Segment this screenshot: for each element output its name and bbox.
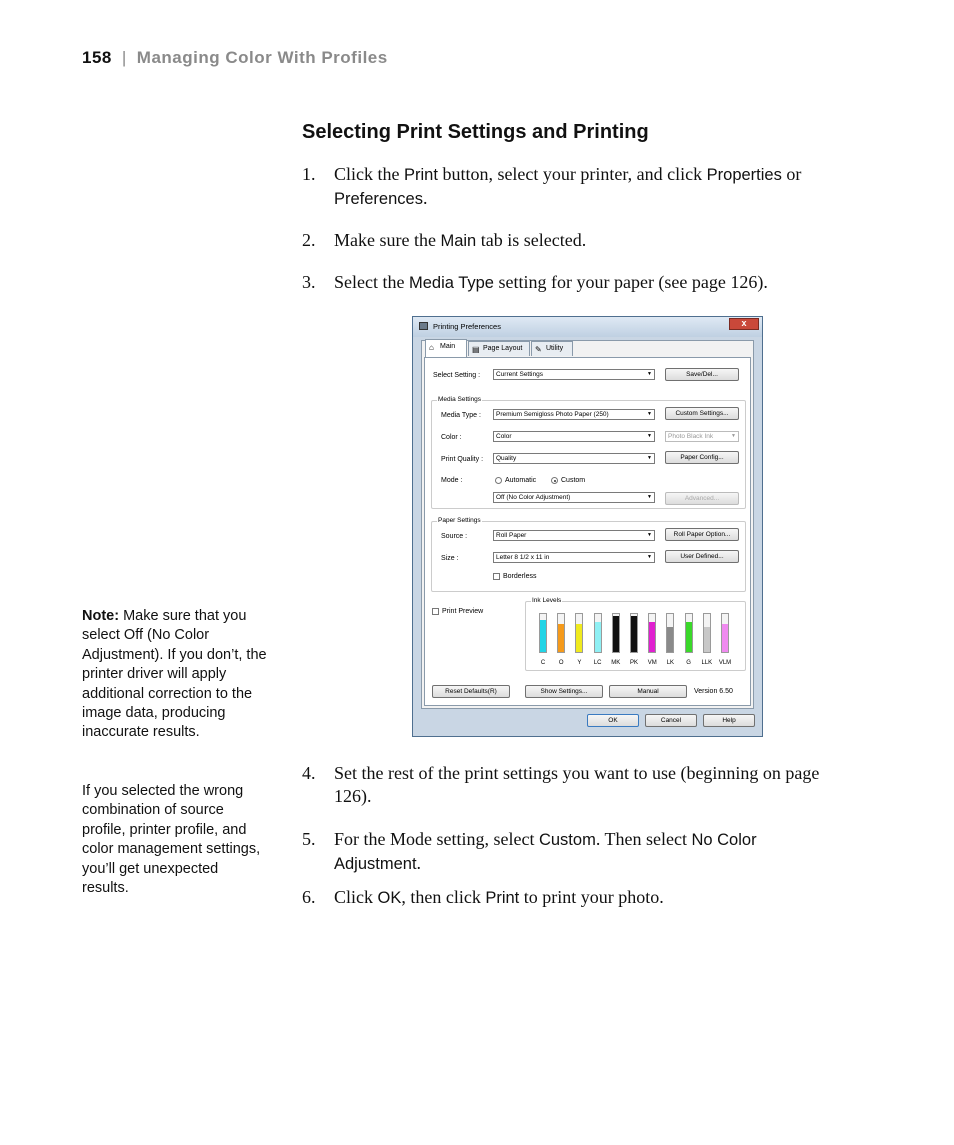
ok-button[interactable]: OK bbox=[587, 714, 639, 727]
print-quality-label: Print Quality : bbox=[441, 456, 484, 463]
show-settings-button[interactable]: Show Settings... bbox=[525, 685, 603, 698]
step-text bbox=[334, 828, 844, 876]
group-label: Paper Settings bbox=[438, 517, 481, 524]
source-dropdown[interactable]: Roll Paper ▼ bbox=[493, 530, 655, 541]
tab-utility[interactable] bbox=[531, 341, 573, 356]
ink-bar-y bbox=[575, 613, 583, 653]
tab-label: Page Layout bbox=[483, 345, 523, 352]
running-header bbox=[82, 48, 388, 68]
text-run: Click bbox=[334, 887, 378, 907]
text-run: to print your photo. bbox=[519, 887, 664, 907]
ui-term-custom: Custom bbox=[538, 831, 596, 849]
step-number: 6. bbox=[302, 887, 316, 907]
step-2 bbox=[302, 229, 842, 252]
close-button[interactable]: x bbox=[729, 318, 759, 330]
ink-label: C bbox=[540, 660, 546, 666]
ink-label: G bbox=[686, 660, 691, 666]
group-label: Ink Levels bbox=[532, 597, 562, 604]
print-quality-dropdown[interactable]: Quality ▼ bbox=[493, 453, 655, 464]
ui-term-ok: OK bbox=[377, 889, 402, 907]
ui-term-no-color-adjustment: No Color Adjustment bbox=[334, 831, 757, 873]
ui-term-print: Print bbox=[485, 889, 520, 907]
text-run: tab is selected. bbox=[476, 230, 587, 250]
ink-fill bbox=[595, 622, 601, 652]
ui-term-main: Main bbox=[440, 232, 477, 250]
step-number: 3. bbox=[302, 272, 316, 292]
step-number: 4. bbox=[302, 763, 316, 783]
page-layout-icon: ▤ bbox=[472, 345, 480, 354]
ui-term-properties: Properties bbox=[706, 166, 782, 184]
ink-bar-c bbox=[539, 613, 547, 653]
ink-bar-mk bbox=[612, 613, 620, 653]
roll-paper-option-button[interactable]: Roll Paper Option... bbox=[665, 528, 739, 541]
tab-label: Utility bbox=[546, 345, 564, 352]
reset-defaults-button[interactable]: Reset Defaults(R) bbox=[432, 685, 510, 698]
step-1 bbox=[302, 163, 842, 209]
user-defined-button[interactable]: User Defined... bbox=[665, 550, 739, 563]
ink-label: LC bbox=[593, 660, 602, 666]
note-text: Make sure that you select bbox=[82, 608, 247, 644]
step-text bbox=[334, 229, 844, 253]
ink-bar-lk bbox=[666, 613, 674, 653]
mode-automatic-radio[interactable] bbox=[495, 477, 502, 484]
ink-label: MK bbox=[611, 660, 621, 666]
step-text bbox=[334, 886, 844, 910]
ink-fill bbox=[686, 622, 692, 652]
text-run: , then click bbox=[401, 887, 486, 907]
text-run: or bbox=[781, 164, 802, 184]
mode-automatic-label: Automatic bbox=[505, 477, 537, 484]
advanced-button[interactable]: Advanced... bbox=[665, 492, 739, 505]
size-label: Size : bbox=[441, 555, 459, 562]
section-title: Selecting Print Settings and Printing bbox=[302, 121, 649, 143]
step-text bbox=[334, 163, 844, 211]
ink-label: VM bbox=[647, 660, 657, 666]
help-button[interactable]: Help bbox=[703, 714, 755, 727]
tab-label: Main bbox=[440, 343, 456, 350]
ink-dropdown[interactable]: Photo Black Ink ▼ bbox=[665, 431, 739, 442]
select-setting-label: Select Setting : bbox=[433, 372, 481, 379]
step-number: 2. bbox=[302, 230, 316, 250]
header-separator: | bbox=[121, 48, 127, 67]
ink-label: PK bbox=[629, 660, 638, 666]
text-run: . bbox=[422, 188, 428, 208]
ui-term-print: Print bbox=[404, 166, 438, 184]
utility-icon: ✎ bbox=[535, 345, 542, 354]
text-run: button, select your printer, and click bbox=[437, 164, 707, 184]
ink-fill bbox=[722, 624, 728, 653]
media-type-label: Media Type : bbox=[441, 412, 481, 419]
ink-label: Y bbox=[577, 660, 582, 666]
save-del-button[interactable]: Save/Del... bbox=[665, 368, 739, 381]
ink-fill bbox=[576, 624, 582, 653]
dialog-title: Printing Preferences bbox=[433, 322, 501, 331]
text-run: . Then select bbox=[595, 829, 692, 849]
manual-button[interactable]: Manual bbox=[609, 685, 687, 698]
text-run: Click the bbox=[334, 164, 404, 184]
group-label: Media Settings bbox=[438, 396, 481, 403]
ink-label: LLK bbox=[701, 660, 713, 666]
size-dropdown[interactable]: Letter 8 1/2 x 11 in ▼ bbox=[493, 552, 655, 563]
select-setting-dropdown[interactable]: Current Settings ▼ bbox=[493, 369, 655, 380]
print-preview-label: Print Preview bbox=[442, 608, 484, 615]
mode-custom-label: Custom bbox=[561, 477, 586, 484]
mode-label: Mode : bbox=[441, 477, 463, 484]
text-run: . bbox=[416, 853, 422, 873]
step-4 bbox=[302, 762, 842, 808]
ui-term-preferences: Preferences bbox=[334, 190, 423, 208]
ui-term-media-type: Media Type bbox=[408, 274, 494, 292]
print-preview-checkbox[interactable] bbox=[432, 608, 439, 615]
ink-fill bbox=[613, 616, 619, 652]
ink-bar-o bbox=[557, 613, 565, 653]
borderless-checkbox[interactable] bbox=[493, 573, 500, 580]
note-text: . If you don’t, the printer driver will apply additional correction to the image data, producing inaccurate results. bbox=[82, 646, 267, 741]
main-tab-icon: ⌂ bbox=[429, 343, 434, 352]
ink-bar-vlm bbox=[721, 613, 729, 653]
note-label: Note: bbox=[82, 608, 120, 624]
text-run: setting for your paper (see page 126). bbox=[493, 272, 768, 292]
color-label: Color : bbox=[441, 434, 462, 441]
step-text: Set the rest of the print settings you want to use (beginning on page 126). bbox=[334, 763, 820, 806]
ink-label: O bbox=[558, 660, 564, 666]
step-text bbox=[334, 271, 844, 295]
dialog-titlebar bbox=[413, 317, 762, 337]
ink-bar-llk bbox=[703, 613, 711, 653]
ink-fill bbox=[649, 622, 655, 652]
tab-main[interactable] bbox=[425, 339, 467, 358]
version-label: Version 6.50 bbox=[694, 688, 733, 695]
ink-bar-g bbox=[685, 613, 693, 653]
step-6 bbox=[302, 886, 842, 909]
media-type-dropdown[interactable]: Premium Semigloss Photo Paper (250) ▼ bbox=[493, 409, 655, 420]
page-number: 158 bbox=[82, 48, 112, 67]
paper-config-button[interactable]: Paper Config... bbox=[665, 451, 739, 464]
step-5 bbox=[302, 828, 842, 874]
color-dropdown[interactable]: Color ▼ bbox=[493, 431, 655, 442]
note-ui-term: Off (No Color Adjustment) bbox=[82, 627, 210, 663]
text-run: For the Mode setting, select bbox=[334, 829, 539, 849]
source-label: Source : bbox=[441, 533, 468, 540]
ink-label: LK bbox=[666, 660, 675, 666]
text-run: Select the bbox=[334, 272, 409, 292]
mode-custom-radio[interactable] bbox=[551, 477, 558, 484]
chapter-title: Managing Color With Profiles bbox=[136, 48, 388, 67]
ink-label: VLM bbox=[718, 660, 732, 666]
tab-page-layout[interactable] bbox=[468, 341, 530, 356]
borderless-label: Borderless bbox=[503, 573, 537, 580]
printer-icon bbox=[419, 322, 428, 330]
cancel-button[interactable]: Cancel bbox=[645, 714, 697, 727]
sidebar-note bbox=[82, 607, 267, 743]
sidebar-para: If you selected the wrong combination of source profile, printer profile, and color management settings, you’ll get unexpected results. bbox=[82, 783, 261, 897]
ink-bar-vm bbox=[648, 613, 656, 653]
custom-settings-button[interactable]: Custom Settings... bbox=[665, 407, 739, 420]
step-number: 5. bbox=[302, 829, 316, 849]
step-3 bbox=[302, 271, 842, 294]
step-number: 1. bbox=[302, 164, 316, 184]
ink-fill bbox=[667, 627, 673, 652]
printing-preferences-dialog bbox=[412, 316, 763, 737]
ink-fill bbox=[540, 620, 546, 652]
ink-fill bbox=[704, 627, 710, 652]
ink-bar-pk bbox=[630, 613, 638, 653]
ink-bar-lc bbox=[594, 613, 602, 653]
ink-fill bbox=[631, 616, 637, 652]
ink-fill bbox=[558, 624, 564, 653]
color-adjustment-dropdown[interactable]: Off (No Color Adjustment) ▼ bbox=[493, 492, 655, 503]
text-run: Make sure the bbox=[334, 230, 441, 250]
